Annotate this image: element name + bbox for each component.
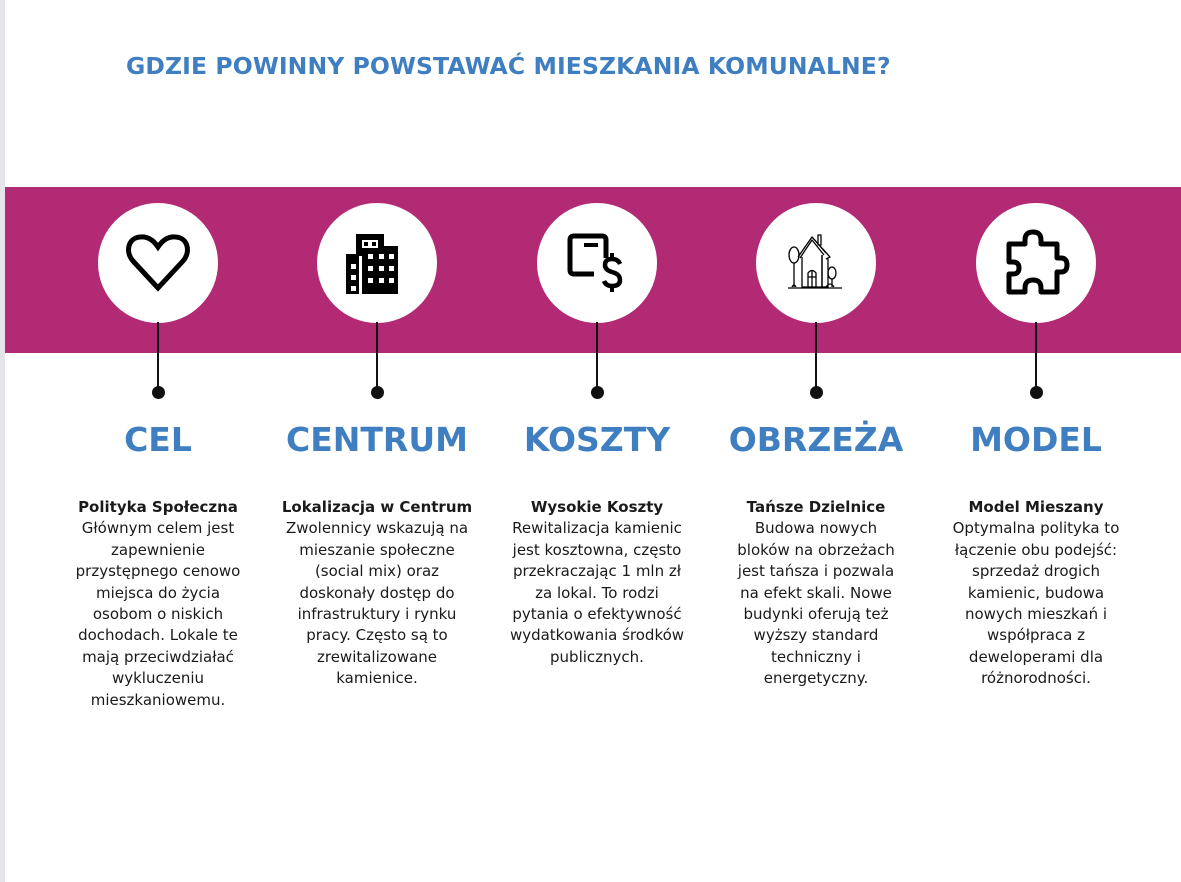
section-heading: MODEL	[970, 420, 1102, 459]
section-line: publicznych.	[550, 647, 644, 666]
connector-dot	[1030, 386, 1043, 399]
section-line: Budowa nowych	[754, 519, 878, 538]
section-text	[267, 497, 487, 690]
section-line: osobom o niskich	[92, 605, 224, 624]
section-subtitle: Wysokie Koszty	[530, 498, 664, 516]
section-line: (social mix) oraz	[314, 562, 440, 581]
section-text	[926, 497, 1146, 690]
icon-circle	[98, 203, 218, 323]
section-subtitle: Tańsze Dzielnice	[746, 498, 886, 516]
section-line: przekraczając 1 mln zł	[512, 562, 682, 581]
section-text	[48, 497, 268, 711]
section-heading: OBRZEŻA	[728, 420, 904, 459]
section-line: wydatkowania środków	[509, 626, 685, 645]
connector-dot	[810, 386, 823, 399]
section-line: pracy. Często są to	[306, 626, 448, 645]
section-line: różnorodności.	[981, 669, 1091, 688]
section-line: zrewitalizowane	[316, 647, 438, 666]
section-heading: CENTRUM	[286, 420, 468, 459]
section-line: jest kosztowna, często	[512, 540, 682, 559]
section-line: współpraca z	[986, 626, 1085, 645]
section-line: sprzedaż drogich	[972, 562, 1100, 581]
section-line: budynki oferują też	[743, 605, 889, 624]
section-line: kamienice.	[336, 669, 418, 688]
section-line: infrastruktury i rynku	[297, 605, 457, 624]
page-title: GDZIE POWINNY POWSTAWAĆ MIESZKANIA KOMUNALNE?	[126, 52, 891, 80]
section-subtitle: Lokalizacja w Centrum	[281, 498, 473, 516]
section-line: nowych mieszkań i	[964, 605, 1108, 624]
icon-circle	[976, 203, 1096, 323]
connector-line	[1035, 322, 1037, 392]
connector-line	[157, 322, 159, 392]
section-subtitle: Model Mieszany	[968, 498, 1104, 516]
section-line: łączenie obu podejść:	[954, 540, 1118, 559]
connector-line	[376, 322, 378, 392]
section-line: deweloperami dla	[968, 647, 1104, 666]
section-line: doskonały dostęp do	[299, 583, 455, 602]
section-line: wykluczeniu	[111, 669, 205, 688]
section-line: mieszkaniowemu.	[90, 690, 226, 709]
section-line: przystępnego cenowo	[75, 562, 241, 581]
cost-dollar-icon	[562, 228, 632, 298]
section-heading: CEL	[124, 420, 192, 459]
connector-line	[596, 322, 598, 392]
heart-icon	[123, 228, 193, 298]
icon-circle	[756, 203, 876, 323]
connector-line	[815, 322, 817, 392]
section-line: Głównym celem jest	[81, 519, 235, 538]
section-line: wyższy standard	[753, 626, 879, 645]
section-line: miejsca do życia	[95, 583, 221, 602]
section-line: dochodach. Lokale te	[78, 626, 238, 645]
connector-dot	[591, 386, 604, 399]
section-subtitle: Polityka Społeczna	[78, 498, 238, 516]
section-line: mieszanie społeczne	[299, 540, 455, 559]
section-heading: KOSZTY	[523, 420, 671, 459]
section-line: jest tańsza i pozwala	[737, 562, 895, 581]
section-line: bloków na obrzeżach	[737, 540, 895, 559]
icon-circle	[317, 203, 437, 323]
section-line: Rewitalizacja kamienic	[512, 519, 682, 538]
connector-dot	[371, 386, 384, 399]
section-line: kamienic, budowa	[967, 583, 1105, 602]
icon-circle	[537, 203, 657, 323]
section-line: za lokal. To rodzi	[535, 583, 659, 602]
section-line: techniczny i	[771, 647, 861, 666]
puzzle-piece-icon	[1001, 228, 1071, 298]
section-line: zapewnienie	[111, 540, 205, 559]
city-buildings-icon	[342, 228, 412, 298]
section-line: energetyczny.	[763, 669, 869, 688]
section-line: mają przeciwdziałać	[82, 647, 234, 666]
section-text	[706, 497, 926, 690]
page-edge	[0, 0, 5, 882]
section-line: na efekt skali. Nowe	[740, 583, 892, 602]
section-line: Optymalna polityka to	[952, 519, 1120, 538]
section-text	[487, 497, 707, 668]
connector-dot	[152, 386, 165, 399]
section-line: Zwolennicy wskazują na	[285, 519, 469, 538]
suburban-house-icon	[784, 231, 848, 295]
section-line: pytania o efektywność	[512, 605, 682, 624]
